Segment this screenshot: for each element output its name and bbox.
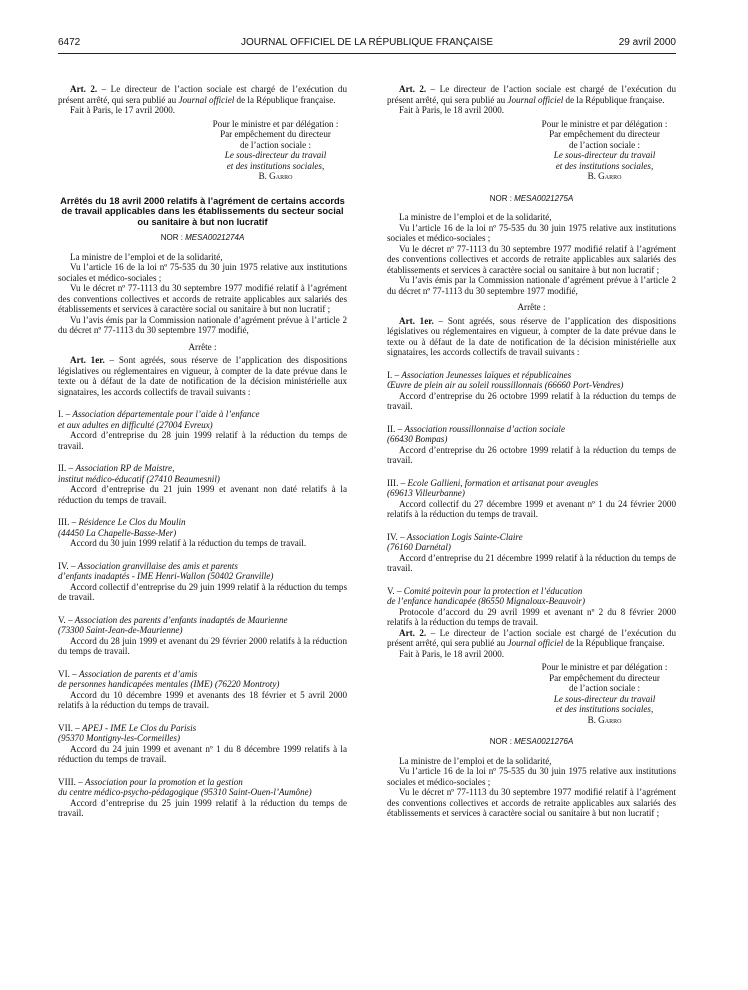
section-number: VIII. – [58, 776, 86, 787]
section-body: Accord du 28 juin 1999 et avenant du 29 février 2000 relatifs à la réduction du temps de travail. [58, 635, 347, 656]
section-number: IV. – [387, 531, 407, 542]
sig-line: Pour le ministre et par délégation : [212, 118, 339, 129]
preamble-line: La ministre de l’emploi et de la solidarité, [399, 212, 552, 222]
sig-line: Le sous-directeur du travail [553, 150, 656, 160]
agreement-section [387, 586, 676, 628]
section-heading-line2: Œuvre de plein air au soleil roussillonnais (66660 Port-Vendres) [387, 380, 624, 390]
section-organisation: Ecole Gallieni, formation et artisanat pour aveugles [407, 477, 599, 488]
section-heading-line2: (73300 Saint-Jean-de-Maurienne) [58, 625, 183, 635]
article-label: Art. 2. [399, 84, 427, 94]
preamble-line: La ministre de l’emploi et de la solidarité, [399, 755, 552, 766]
page-number: 6472 [58, 37, 81, 48]
journal-ref: Journal officiel [178, 94, 235, 105]
preamble-line: La ministre de l’emploi et de la solidarité, [70, 251, 223, 262]
section-heading [387, 532, 676, 543]
section-heading-line2: (95370 Montigny-les-Cormeilles) [58, 733, 180, 743]
article-label: Art. 1er. [70, 355, 105, 365]
section-number: I. – [387, 369, 402, 380]
section-heading [387, 586, 676, 597]
section-heading [58, 723, 347, 734]
section-heading-line2: (66430 Bompas) [387, 434, 448, 444]
section-heading [58, 517, 347, 528]
section-organisation: Résidence Le Clos du Moulin [78, 517, 186, 527]
section-number: V. – [58, 614, 75, 625]
section-heading-line2: de l’enfance handicapée (86550 Mignaloux-Beauvoir) [387, 596, 585, 606]
journal-ref: Journal officiel [507, 94, 564, 105]
agreement-section [58, 723, 347, 765]
agreement-section [387, 478, 676, 520]
nor-label: NOR : [489, 737, 515, 746]
article-1-paragraph [387, 316, 676, 358]
sig-line: Le sous-directeur du travail [553, 693, 656, 704]
fait-line: Fait à Paris, le 18 avril 2000. [399, 105, 505, 115]
section-heading-line2: d’enfants inadaptés - IME Henri-Wallon (50402 Granville) [58, 571, 274, 581]
article-text: – Le directeur de l’action sociale est chargé de l’exécution du présent arrêté, qui sera publié au [387, 84, 677, 105]
article-label: Art. 1er. [399, 315, 434, 326]
section-body: Accord d’entreprise du 28 juin 1999 relatif à la réduction du temps de travail. [58, 430, 347, 451]
nor-value: MESA0021276A [514, 737, 574, 746]
agreement-section [58, 561, 347, 603]
sig-line: Pour le ministre et par délégation : [541, 118, 668, 129]
left-column [58, 84, 347, 819]
arrete-heading: Arrête : [188, 341, 217, 352]
sig-line: Le sous-directeur du travail [224, 150, 327, 160]
section-heading [58, 561, 347, 572]
section-organisation: Comité poitevin pour la protection et l’éducation [403, 585, 583, 596]
article-text: – Le directeur de l’action sociale est chargé de l’exécution du présent arrêté, qui sera publié au [387, 627, 677, 648]
preamble-line: Vu l’article 16 de la loi nº 75-535 du 30 juin 1975 relative aux institutions sociales et médico-sociales ; [58, 262, 347, 283]
section-organisation: Association granvillaise des amis et parents [77, 560, 238, 571]
section-heading-line2: du centre médico-psycho-pédagogique (95310 Saint-Ouen-l’Aumône) [58, 787, 312, 797]
section-number: V. – [387, 585, 404, 596]
arrete-heading: Arrête : [517, 302, 546, 312]
section-number: I. – [58, 409, 73, 419]
nor-reference [58, 233, 347, 244]
preamble-line: Vu le décret nº 77-1113 du 30 septembre 1977 modifié relatif à l’agrément des conventions collectives et accords de retraite applicables aux salariés des établissements et services à caractère social ou sanitaire à but non lucratif ; [387, 787, 676, 818]
agreement-section [387, 370, 676, 412]
section-heading [387, 424, 676, 435]
signatory-name: B. Garro [587, 171, 622, 181]
article-1-paragraph [58, 355, 347, 397]
agreement-section [58, 669, 347, 711]
fait-line: Fait à Paris, le 17 avril 2000. [70, 105, 176, 115]
section-organisation: Association roussillonnaise d’action sociale [404, 423, 565, 434]
section-organisation: Association départementale pour l’aide à l’enfance [72, 409, 260, 419]
section-heading [387, 370, 676, 381]
sig-line: de l’action sociale : [569, 683, 640, 693]
journal-ref: Journal officiel [507, 638, 564, 648]
section-organisation: Association pour la promotion et la gestion [85, 776, 243, 787]
sig-line: Par empêchement du directeur [549, 129, 660, 139]
section-body: Accord du 24 juin 1999 et avenant nº 1 du 8 décembre 1999 relatifs à la réduction du temps de travail. [58, 743, 347, 764]
signatory-name: B. Garro [587, 714, 622, 725]
section-body: Protocole d’accord du 29 avril 1999 et avenant nº 2 du 8 février 2000 relatifs à la réduction du temps de travail. [387, 606, 676, 627]
article-text: – Sont agréés, sous réserve de l’application des dispositions législatives ou réglementaires en vigueur, à compter de la date prévue dans le texte ou à défaut de la date de notification de la décision ministérielle aux signataires, les accords collectifs de travail suivants : [387, 315, 676, 357]
right-column [387, 84, 676, 819]
section-heading-line2: (69613 Villeurbanne) [387, 488, 465, 498]
article-2-paragraph [58, 84, 347, 105]
preamble-line: Vu l’article 16 de la loi nº 75-535 du 30 juin 1975 relative aux institutions sociales et médico-sociales ; [387, 222, 676, 243]
agreement-section [58, 463, 347, 505]
section-heading [387, 478, 676, 489]
preamble-line: Vu le décret nº 77-1113 du 30 septembre 1977 modifié relatif à l’agrément des conventions collectives et accords de retraite applicables aux salariés des établissements et services à caractère social ou sanitaire à but non lucratif ; [58, 283, 347, 314]
nor-value: MESA0021274A [185, 233, 245, 242]
article-text-end: de la République française. [234, 94, 336, 105]
section-body: Accord d’entreprise du 21 décembre 1999 relatif à la réduction du temps de travail. [387, 552, 676, 573]
nor-label: NOR : [489, 193, 515, 203]
section-heading [58, 463, 347, 474]
preamble-line: Vu l’article 16 de la loi nº 75-535 du 30 juin 1975 relative aux institutions sociales et médico-sociales ; [387, 766, 676, 787]
preamble-line: Vu l’avis émis par la Commission nationale d’agrément prévue à l’article 2 du décret nº 77-1113 du 30 septembre 1977 modifié, [387, 275, 676, 296]
article-text-end: de la République française. [563, 94, 665, 105]
section-number: VII. – [58, 722, 82, 733]
section-body: Accord d’entreprise du 21 juin 1999 et avenant non daté relatifs à la réduction du temps de travail. [58, 484, 347, 505]
signature-block [204, 119, 347, 182]
nor-reference [387, 194, 676, 205]
issue-date: 29 avril 2000 [618, 37, 676, 48]
article-label: Art. 2. [70, 84, 98, 94]
journal-title: JOURNAL OFFICIEL DE LA RÉPUBLIQUE FRANÇAISE [240, 37, 494, 48]
article-text: – Sont agréés, sous réserve de l’application des dispositions législatives ou réglementaires en vigueur, à compter de la date prévue dans le texte ou à défaut de la date de notification de la décision ministérielle aux signataires, les accords collectifs de travail suivants : [58, 355, 347, 397]
sig-line: de l’action sociale : [569, 139, 640, 150]
sig-line: Par empêchement du directeur [549, 672, 660, 683]
section-heading [58, 615, 347, 626]
section-organisation: APEJ - IME Le Clos du Parisis [82, 722, 197, 733]
section-organisation: Association Logis Sainte-Claire [406, 531, 523, 542]
section-heading [58, 409, 347, 420]
nor-value: MESA0021275A [514, 193, 574, 203]
agreement-section [387, 424, 676, 466]
right-sections [387, 370, 676, 628]
section-heading-line2: de personnes handicapées mentales (IME) (76220 Montroty) [58, 679, 280, 689]
fait-line: Fait à Paris, le 18 avril 2000. [399, 648, 505, 659]
sig-line: de l’action sociale : [240, 139, 311, 150]
article-2-paragraph [387, 628, 676, 649]
section-heading-line2: et aux adultes en difficulté (27004 Evreux) [58, 419, 213, 430]
section-organisation: Association des parents d’enfants inadaptés de Maurienne [74, 614, 288, 625]
article-2-paragraph [387, 84, 676, 105]
signature-block [533, 119, 676, 182]
agreement-section [58, 517, 347, 549]
agreement-section [387, 532, 676, 574]
section-organisation: Association RP de Maistre, [75, 463, 175, 473]
section-organisation: Association Jeunesses laïques et républicaines [401, 369, 572, 380]
page-header [58, 37, 676, 51]
nor-reference [387, 737, 676, 748]
section-number: II. – [58, 463, 76, 473]
left-sections [58, 409, 347, 819]
sig-line: Pour le ministre et par délégation : [541, 662, 668, 672]
section-body: Accord du 30 juin 1999 relatif à la réduction du temps de travail. [70, 538, 307, 548]
article-text: – Le directeur de l’action sociale est chargé de l’exécution du présent arrêté, qui sera publié au [58, 84, 348, 105]
section-heading-line2: institut médico-éducatif (27410 Beaumesnil) [58, 473, 220, 484]
sig-line: et des institutions sociales, [555, 704, 654, 714]
header-rule [58, 53, 676, 54]
article-label: Art. 2. [399, 627, 427, 638]
agreement-section [58, 777, 347, 819]
section-number: III. – [58, 517, 79, 527]
signatory-name: B. Garro [258, 171, 293, 181]
section-body: Accord d’entreprise du 25 juin 1999 relatif à la réduction du temps de travail. [58, 797, 347, 818]
section-number: IV. – [58, 560, 78, 571]
section-body: Accord d’entreprise du 26 octobre 1999 relatif à la réduction du temps de travail. [387, 390, 676, 411]
section-heading-line2: (76160 Darnétal) [387, 542, 451, 552]
preamble-line: Vu le décret nº 77-1113 du 30 septembre 1977 modifié relatif à l’agrément des conventions collectives et accords de retraite applicables aux salariés des établissements et services à caractère social ou sanitaire à but non lucratif ; [387, 243, 676, 275]
section-heading [58, 777, 347, 788]
section-body: Accord d’entreprise du 26 octobre 1999 relatif à la réduction du temps de travail. [387, 444, 676, 465]
section-body: Accord du 10 décembre 1999 et avenants des 18 février et 5 avril 2000 relatifs à la réduction du temps de travail. [58, 689, 347, 710]
preamble-line: Vu l’avis émis par la Commission nationale d’agrément prévue à l’article 2 du décret nº 77-1113 du 30 septembre 1977 modifié, [58, 314, 347, 335]
agreement-section [58, 409, 347, 451]
section-number: VI. – [58, 668, 79, 679]
sig-line: et des institutions sociales, [555, 160, 654, 171]
sig-line: Par empêchement du directeur [220, 129, 331, 139]
section-body: Accord collectif du 27 décembre 1999 et avenant nº 1 du 24 février 2000 relatifs à la réduction du temps de travail. [387, 498, 676, 519]
nor-label: NOR : [160, 233, 186, 242]
section-number: III. – [387, 477, 408, 488]
section-organisation: Association de parents et d’amis [78, 668, 198, 679]
article-text-end: de la République française. [563, 638, 665, 648]
section-number: II. – [387, 423, 405, 434]
agreement-section [58, 615, 347, 657]
section-body: Accord collectif d’entreprise du 29 juin 1999 relatif à la réduction du temps de travail. [58, 581, 347, 602]
section-heading-line2: (44450 La Chapelle-Basse-Mer) [58, 527, 177, 538]
decree-title: Arrêtés du 18 avril 2000 relatifs à l’agrément de certains accords de travail applicables dans les établissements du secteur social ou sanitaire à but non lucratif [60, 195, 345, 227]
signature-block [533, 662, 676, 725]
sig-line: et des institutions sociales, [226, 160, 325, 171]
section-heading [58, 669, 347, 680]
